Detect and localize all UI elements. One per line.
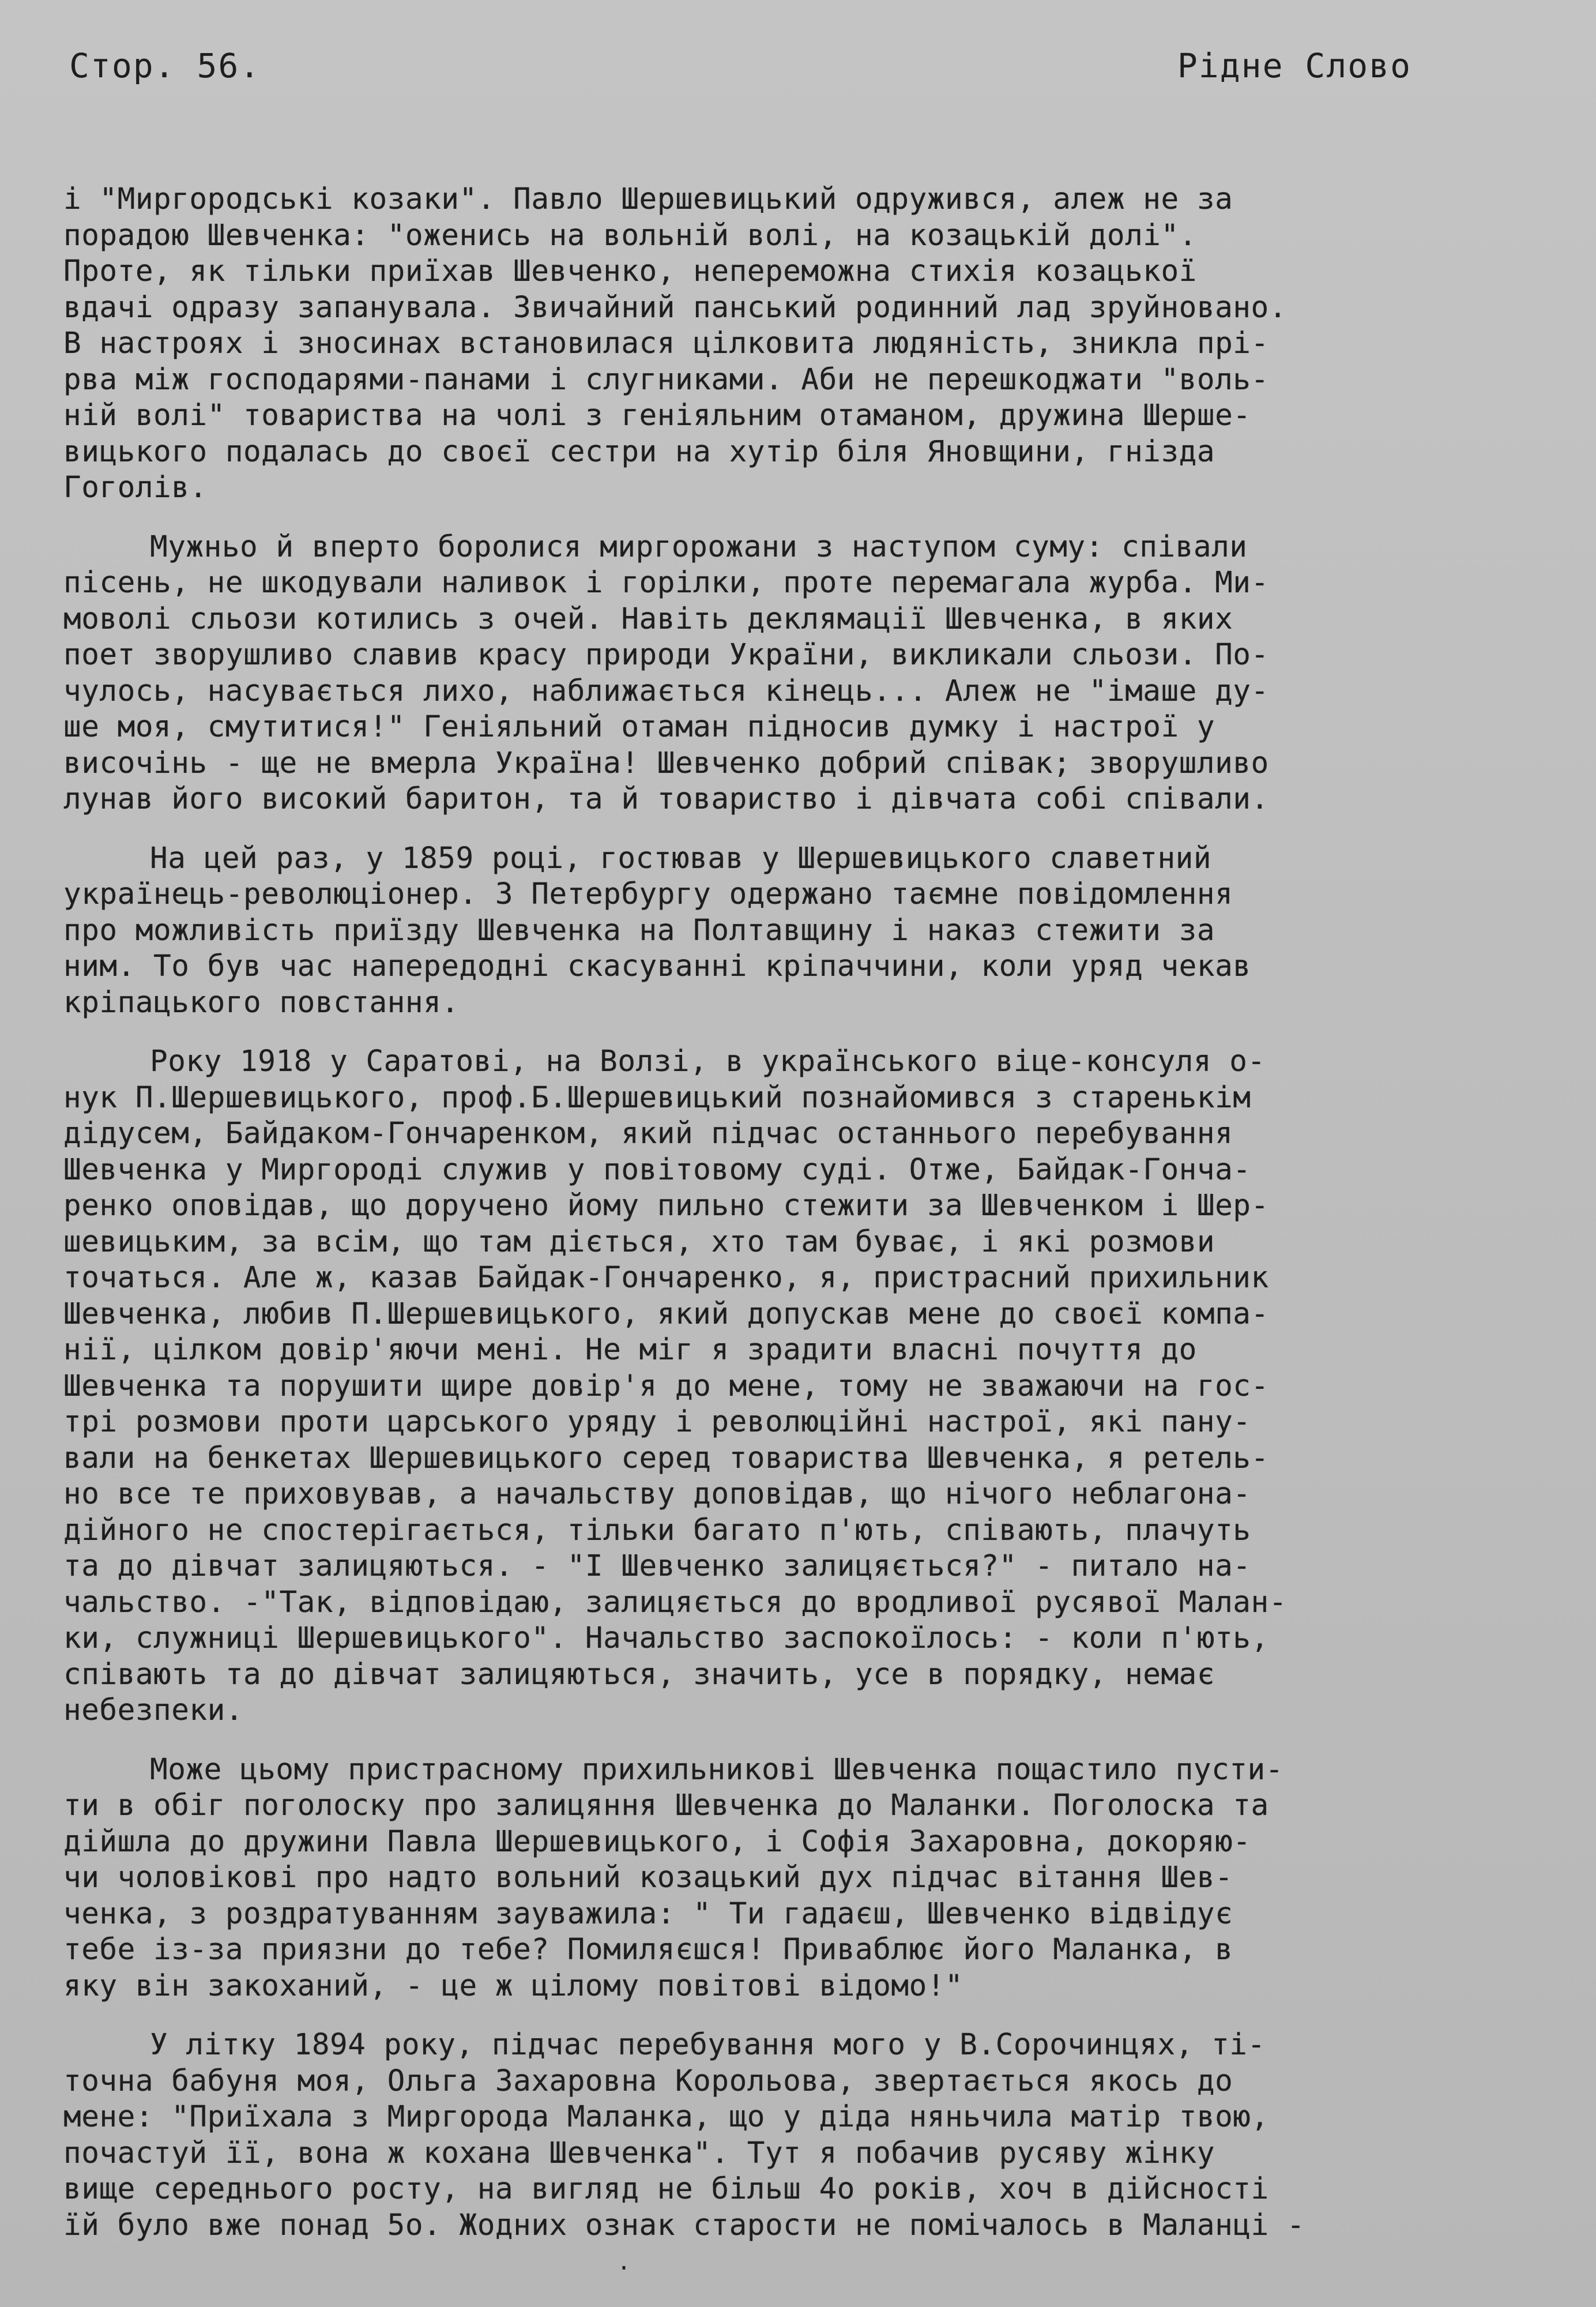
text-line: У літку 1894 року, підчас перебування мого у В.Сорочинцях, ті- xyxy=(150,2028,1266,2062)
text-line: їй було вже понад 5о. Жодних ознак старости не помічалось в Маланці - xyxy=(63,2208,1305,2242)
text-line: рва між господарями-панами і слугниками. Аби не перешкоджати "воль- xyxy=(63,362,1269,397)
text-line: височінь - ще не вмерла Україна! Шевченко добрий співак; зворушливо xyxy=(63,746,1269,780)
text-line: співають та до дівчат залицяються, значить, усе в порядку, немає xyxy=(63,1657,1215,1692)
paragraph xyxy=(63,841,1544,1021)
text-line: лунав його високий баритон, та й товариство і дівчата собі співали. xyxy=(63,782,1269,816)
text-line: ним. То був час напередодні скасуванні кріпаччини, коли уряд чекав xyxy=(63,949,1251,983)
text-line: ренко оповідав, що доручено йому пильно стежити за Шевченком і Шер- xyxy=(63,1189,1269,1223)
text-line: точна бабуня моя, Ольга Захаровна Корольова, звертається якось до xyxy=(63,2064,1233,2098)
text-line: вицького подалась до своєї сестри на хутір біля Яновщини, гнізда xyxy=(63,434,1215,469)
text-line: небезпеки. xyxy=(63,1693,244,1727)
text-line: В настроях і зносинах встановилася цілковита людяність, зникла прі- xyxy=(63,326,1269,360)
text-line: дійшла до дружини Павла Шершевицького, і Софія Захаровна, докоряю- xyxy=(63,1824,1251,1859)
text-line: но все те приховував, а начальству доповідав, що нічого неблагона- xyxy=(63,1477,1251,1511)
page-speck: · xyxy=(617,2255,631,2282)
text-line: Проте, як тільки приїхав Шевченко, непереможна стихія козацької xyxy=(63,254,1197,288)
text-line: ше моя, смутитися!" Геніяльний отаман підносив думку і настрої у xyxy=(63,710,1215,744)
page-header xyxy=(63,40,1544,115)
text-line: точаться. Але ж, казав Байдак-Гончаренко, я, пристрасний прихильник xyxy=(63,1261,1269,1295)
text-line: поет зворушливо славив красу природи України, викликали сльози. По- xyxy=(63,638,1269,672)
text-line: шевицьким, за всім, що там діється, хто там буває, і які розмови xyxy=(63,1224,1215,1259)
paragraph xyxy=(63,182,1544,506)
text-line: пісень, не шкодували наливок і горілки, проте перемагала журба. Ми- xyxy=(63,566,1269,600)
text-line: На цей раз, у 1859 році, гостював у Шершевицького славетний xyxy=(150,841,1212,876)
text-line: ній волі" товариства на чолі з геніяльним отаманом, дружина Шерше- xyxy=(63,399,1251,433)
text-line: Може цьому пристрасному прихильникові Шевченка пощастило пусти- xyxy=(150,1752,1283,1787)
text-line: українець-революціонер. З Петербургу одержано таємне повідомлення xyxy=(63,877,1233,911)
text-line: трі розмови проти царського уряду і революційні настрої, які пану- xyxy=(63,1405,1251,1439)
text-line: чи чоловікові про надто вольний козацький дух підчас вітання Шев- xyxy=(63,1861,1233,1895)
text-line: кріпацького повстання. xyxy=(63,985,460,1020)
text-line: яку він закоханий, - це ж цілому повітові відомо!" xyxy=(63,1968,963,2003)
text-line: нії, цілком довір'яючи мені. Не міг я зрадити власні почуття до xyxy=(63,1333,1197,1367)
text-line: про можливість приїзду Шевченка на Полтавщину і наказ стежити за xyxy=(63,913,1215,948)
text-line: вище середнього росту, на вигляд не більш 4о років, хоч в дійсності xyxy=(63,2172,1269,2206)
paragraph xyxy=(63,2027,1544,2244)
text-line: почастуй її, вона ж кохана Шевченка". Тут я побачив русяву жінку xyxy=(63,2136,1215,2170)
text-line: ченка, з роздратуванням зауважила: " Ти гадаєш, Шевченко відвідує xyxy=(63,1896,1233,1931)
text-line: дідусем, Байдаком-Гончаренком, який підчас останнього перебування xyxy=(63,1117,1233,1151)
text-line: Шевченка, любив П.Шершевицького, який допускав мене до своєї компа- xyxy=(63,1297,1269,1331)
text-line: Шевченка у Миргороді служив у повітовому суді. Отже, Байдак-Гонча- xyxy=(63,1152,1251,1187)
text-line: ти в обіг поголоску про залицяння Шевченка до Маланки. Поголоска та xyxy=(63,1789,1269,1823)
text-line: і "Миргородські козаки". Павло Шершевицький одружився, алеж не за xyxy=(63,182,1233,216)
text-line: чулось, насувається лихо, наближається кінець... Алеж не "імаше ду- xyxy=(63,674,1269,708)
text-line: дійного не спостерігається, тільки багато п'ють, співають, плачуть xyxy=(63,1513,1251,1547)
text-line: вали на бенкетах Шершевицького серед товариства Шевченка, я ретель- xyxy=(63,1441,1269,1475)
text-line: порадою Шевченка: "оженись на вольній волі, на козацькій долі". xyxy=(63,218,1197,253)
text-line: моволі сльози котились з очей. Навіть деклямації Шевченка, в яких xyxy=(63,602,1233,636)
text-line: Шевченка та порушити щире довір'я до мене, тому не зважаючи на гос- xyxy=(63,1369,1269,1403)
text-line: вдачі одразу запанувала. Звичайний панський родинний лад зруйновано. xyxy=(63,290,1287,325)
text-line: мене: "Приїхала з Миргорода Маланка, що у діда няньчила матір твою, xyxy=(63,2100,1269,2134)
text-line: чальство. -"Так, відповідаю, залицяється до вродливої русявої Малан- xyxy=(63,1585,1287,1620)
page-number: Стор. 56. xyxy=(69,46,261,85)
paragraph xyxy=(63,1044,1544,1729)
text-line: тебе із-за приязни до тебе? Помиляєшся! Приваблює його Маланка, в xyxy=(63,1933,1233,1967)
text-line: нук П.Шершевицького, проф.Б.Шершевицький познайомився з старенькім xyxy=(63,1080,1251,1115)
text-line: ки, служниці Шершевицького". Начальство заспокоїлось: - коли п'ють, xyxy=(63,1621,1269,1655)
paragraph xyxy=(63,529,1544,818)
document-body xyxy=(63,182,1544,2244)
publication-title: Рідне Слово xyxy=(1177,46,1411,85)
text-line: та до дівчат залицяються. - "І Шевченко залицяється?" - питало на- xyxy=(63,1549,1251,1583)
text-line: Гоголів. xyxy=(63,471,208,505)
text-line: Мужньо й вперто боролися миргорожани з наступом суму: співали xyxy=(150,529,1248,564)
paragraph xyxy=(63,1752,1544,2005)
text-line: Року 1918 у Саратові, на Волзі, в українського віце-консуля о- xyxy=(150,1044,1266,1079)
